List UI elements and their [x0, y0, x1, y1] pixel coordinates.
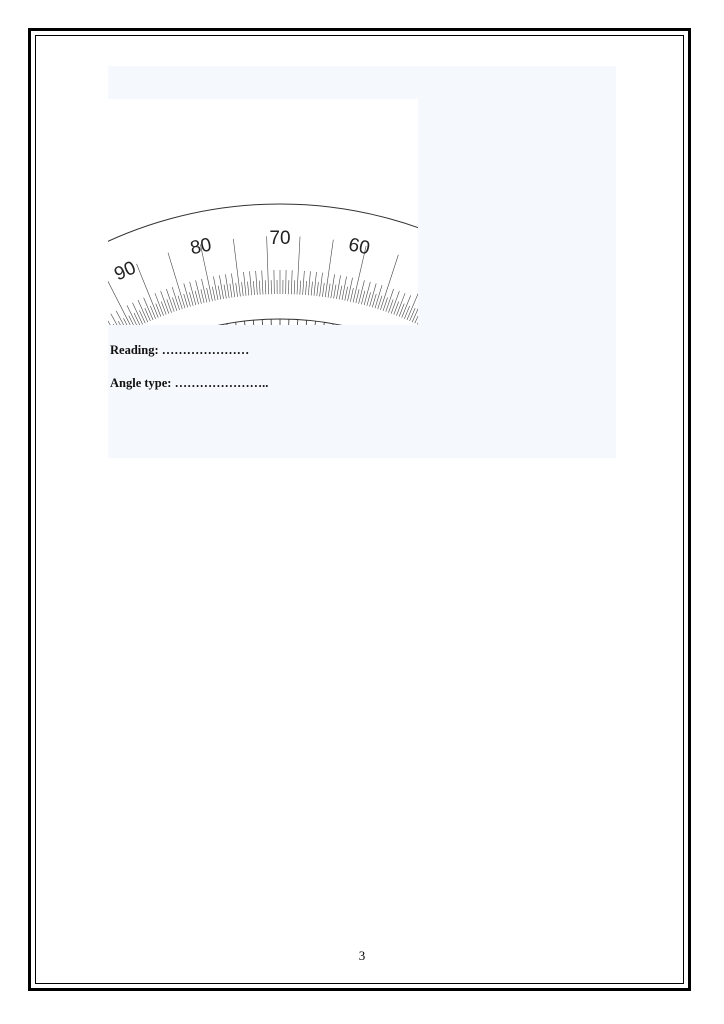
main-scale-tick — [375, 285, 382, 308]
main-scale-tick — [218, 286, 221, 300]
main-scale-tick — [248, 282, 249, 296]
main-scale-tick — [328, 284, 330, 298]
main-scale-tick — [189, 292, 193, 305]
main-scale-label: 70 — [269, 228, 291, 250]
main-scale-tick — [339, 286, 342, 300]
main-scale-tick — [300, 281, 301, 295]
main-scale-tick — [267, 236, 269, 294]
main-scale-tick — [201, 279, 206, 302]
main-scale-tick — [320, 273, 323, 297]
main-scale-label: 90 — [111, 257, 140, 286]
vernier-tick — [236, 322, 238, 325]
main-scale-tick — [334, 285, 336, 299]
main-scale-tick — [172, 287, 179, 310]
main-scale-tick — [134, 313, 140, 325]
main-scale-tick — [244, 272, 247, 296]
main-scale-tick — [224, 285, 226, 299]
main-scale-tick — [364, 282, 370, 305]
main-scale-tick — [311, 282, 312, 296]
vernier-tick — [262, 320, 263, 325]
reading-prompt: Reading: ………………… — [110, 343, 250, 357]
main-scale-tick — [123, 318, 129, 325]
main-scale-tick — [207, 288, 210, 302]
main-scale-tick — [370, 284, 377, 307]
main-scale-tick — [265, 280, 266, 294]
main-scale-tick — [259, 281, 260, 295]
main-scale-tick — [404, 306, 409, 319]
main-scale-label: 60 — [346, 234, 372, 260]
main-scale-tick — [361, 291, 365, 305]
angle-type-prompt: Angle type: ………………….. — [110, 376, 269, 390]
main-scale-tick — [250, 271, 252, 295]
main-scale-tick — [212, 287, 215, 301]
page-number: 3 — [358, 948, 366, 963]
main-scale-tick — [256, 271, 258, 295]
main-scale-tick — [308, 271, 310, 295]
main-scale-tick — [195, 291, 199, 305]
main-scale-tick — [350, 288, 353, 302]
main-scale-tick — [150, 306, 155, 319]
main-scale-tick — [399, 304, 404, 317]
main-scale-tick — [201, 289, 204, 303]
main-scale-tick — [291, 270, 292, 294]
main-scale-tick — [184, 284, 191, 307]
main-scale-tick — [417, 303, 418, 325]
main-scale-tick — [367, 292, 371, 305]
vernier-tick — [297, 320, 298, 325]
main-scale-tick — [233, 239, 240, 297]
main-scale-tick — [305, 281, 306, 295]
main-scale-tick — [139, 311, 145, 324]
vernier-tick — [244, 321, 245, 325]
main-scale-tick — [231, 273, 234, 297]
main-scale-tick — [262, 270, 263, 294]
main-scale-tick — [156, 304, 161, 317]
main-scale-tick — [253, 281, 254, 295]
main-scale-tick — [236, 283, 238, 297]
vernier-tick — [314, 321, 315, 325]
main-scale-tick — [322, 283, 324, 297]
main-scale-tick — [303, 271, 305, 295]
vernier-protractor-figure — [108, 99, 418, 325]
main-scale-tick — [359, 280, 365, 303]
main-scale-tick — [317, 282, 319, 296]
main-scale-tick — [145, 308, 151, 321]
outer-arc — [108, 204, 418, 260]
main-scale-tick — [294, 280, 295, 294]
main-scale-tick — [410, 308, 416, 321]
vernier-tick — [253, 320, 255, 325]
main-scale-tick — [348, 278, 353, 301]
main-scale-tick — [190, 282, 196, 305]
main-scale-tick — [356, 289, 359, 303]
main-scale-tick — [314, 272, 317, 296]
vernier-tick — [305, 320, 307, 325]
main-scale-tick — [407, 266, 418, 319]
main-scale-tick — [242, 282, 244, 296]
main-scale-tick — [137, 264, 159, 318]
main-scale-tick — [345, 287, 348, 301]
main-scale-tick — [297, 237, 300, 295]
main-scale-tick — [230, 284, 232, 298]
main-scale-tick — [196, 280, 202, 303]
main-scale-label: 80 — [188, 234, 214, 260]
vernier-tick — [323, 322, 325, 325]
vernier-protractor-svg — [108, 99, 418, 325]
